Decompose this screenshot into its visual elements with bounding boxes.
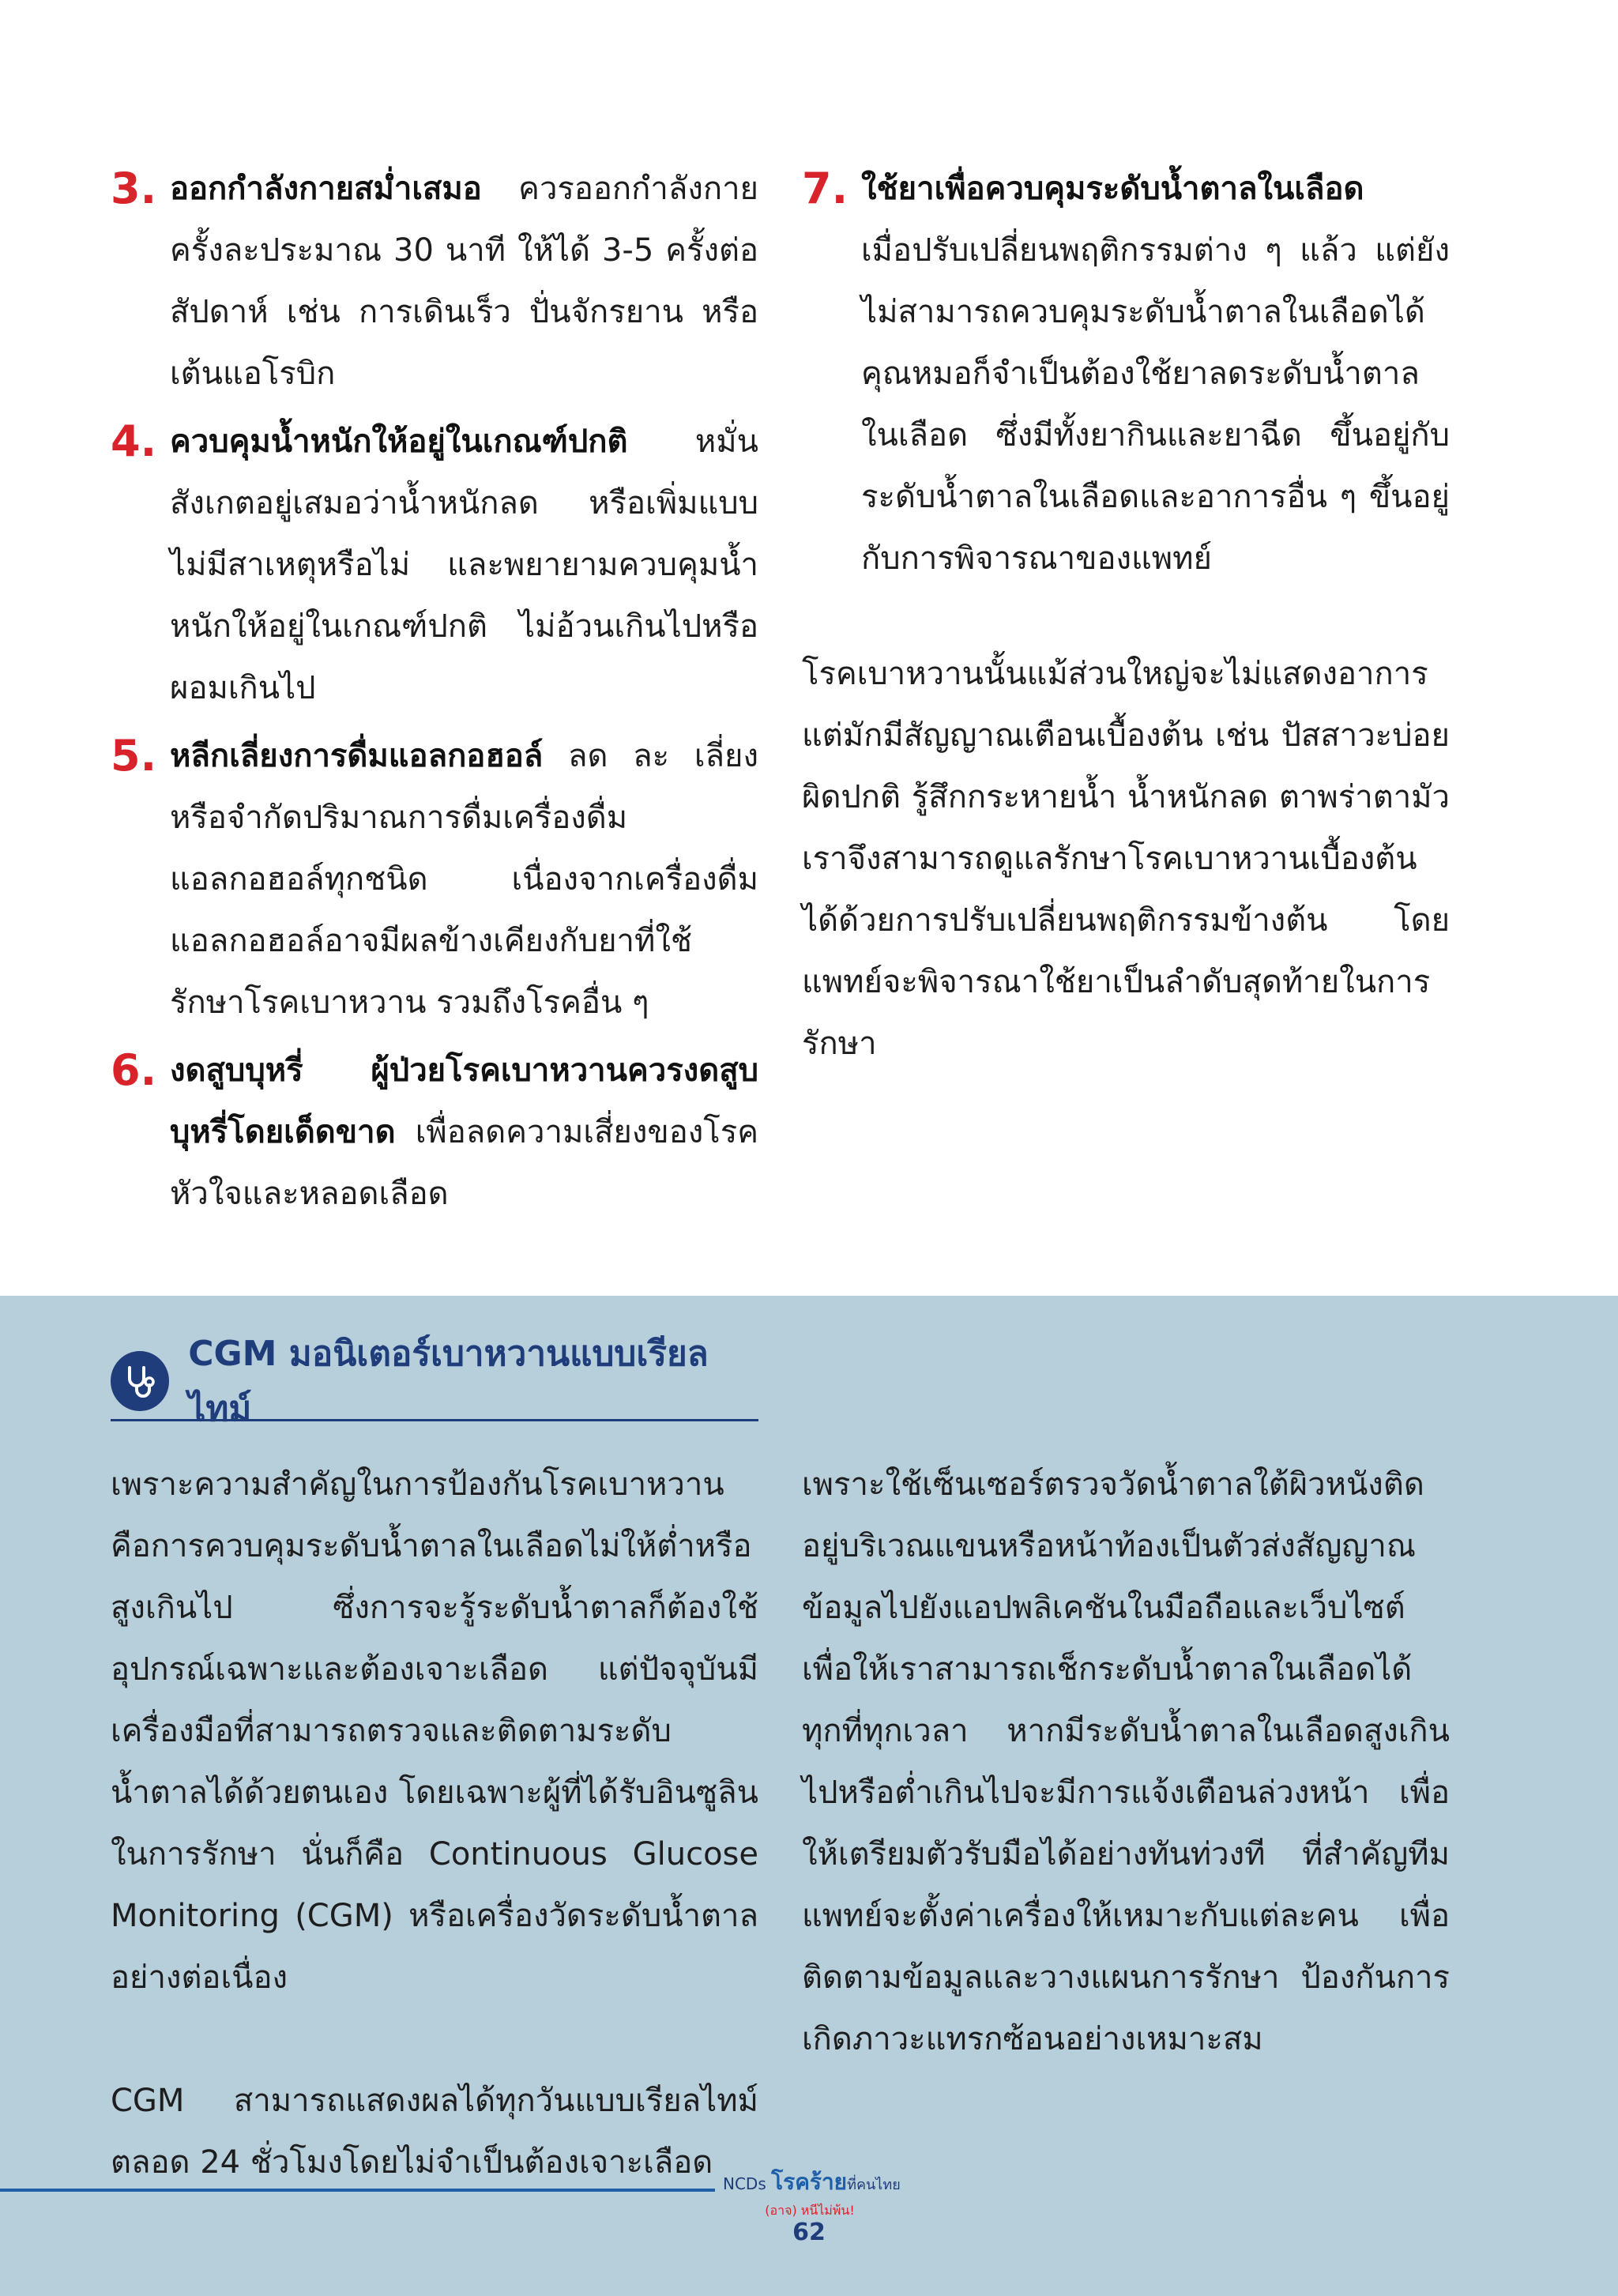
item-heading: ใช้ยาเพื่อควบคุมระดับน้ำตาลในเลือด <box>861 171 1364 207</box>
item-body: ลด ละ เลี่ยง หรือจำกัดปริมาณการดื่มเครื่องดื่มแอลกอฮอล์ทุกชนิด เนื่องจากเครื่องดื่มแอลกอฮอล์อาจมีผลข้างเคียงกับยาที่ใช้รักษาโรคเบาหวาน รวมถึงโรคอื่น ๆ <box>170 738 758 1021</box>
logo-suffix: ที่คนไทย <box>847 2177 901 2193</box>
cgm-left-column <box>111 1454 758 2193</box>
item-text <box>861 158 1450 589</box>
item-body: เพื่อลดความเสี่ยงของโรคหัวใจและหลอดเลือด <box>170 1114 758 1212</box>
item-number: 5. <box>111 731 157 781</box>
item-number: 6. <box>111 1045 157 1095</box>
page-number: 62 <box>792 2219 826 2246</box>
cgm-paragraph: CGM สามารถแสดงผลได้ทุกวันแบบเรียลไทม์ ตลอด 24 ชั่วโมงโดยไม่จำเป็นต้องเจาะเลือด <box>111 2083 758 2181</box>
list-item <box>111 1040 758 1225</box>
item-text <box>170 411 758 719</box>
item-heading: หลีกเลี่ยงการดื่มแอลกอฮอล์ <box>170 738 544 774</box>
stethoscope-icon <box>111 1351 169 1411</box>
item-number: 4. <box>111 416 157 466</box>
logo-main: โรคร้าย <box>771 2169 848 2195</box>
book-logo <box>723 2165 901 2221</box>
item-text <box>170 158 758 405</box>
cgm-title: CGM มอนิเตอร์เบาหวานแบบเรียลไทม์ <box>188 1334 709 1429</box>
cgm-section-header <box>111 1334 758 1429</box>
item-heading: ออกกำลังกายสม่ำเสมอ <box>170 171 482 207</box>
item-body: ควรออกกำลังกายครั้งละประมาณ 30 นาที ให้ได้ 3-5 ครั้งต่อสัปดาห์ เช่น การเดินเร็ว ปั่นจักรยาน หรือเต้นแอโรบิก <box>170 171 758 392</box>
item-text <box>170 1040 758 1225</box>
summary-paragraph: โรคเบาหวานนั้นแม้ส่วนใหญ่จะไม่แสดงอาการ แต่มักมีสัญญาณเตือนเบื้องต้น เช่น ปัสสาวะบ่อยผิดปกติ รู้สึกกระหายน้ำ น้ำหนักลด ตาพร่าตามัว เราจึงสามารถดูแลรักษาโรคเบาหวานเบื้องต้นได้ด้วยการปรับเปลี่ยนพฤติกรรมข้างต้น โดยแพทย์จะพิจารณาใช้ยาเป็นลำดับสุดท้ายในการรักษา <box>802 656 1450 1062</box>
left-column <box>111 158 758 1231</box>
item-body: เมื่อปรับเปลี่ยนพฤติกรรมต่าง ๆ แล้ว แต่ยังไม่สามารถควบคุมระดับน้ำตาลในเลือดได้ คุณหมอก็จำเป็นต้องใช้ยาลดระดับน้ำตาลในเลือด ซึ่งมีทั้งยากินและยาฉีด ขึ้นอยู่กับระดับน้ำตาลในเลือดและอาการอื่น ๆ ขึ้นอยู่กับการพิจารณาของแพทย์ <box>861 232 1450 577</box>
item-heading: งดสูบบุหรี่ ผู้ป่วยโรคเบาหวานควรงดสูบบุหรี่โดยเด็ดขาด <box>170 1052 758 1150</box>
right-column <box>802 158 1450 1075</box>
list-item <box>111 158 758 405</box>
item-heading: ควบคุมน้ำหนักให้อยู่ในเกณฑ์ปกติ <box>170 423 628 460</box>
logo-tagline: (อาจ) หนีไม่พ้น! <box>765 2203 855 2218</box>
item-body: หมั่นสังเกตอยู่เสมอว่าน้ำหนักลด หรือเพิ่มแบบไม่มีสาเหตุหรือไม่ และพยายามควบคุมน้ำหนักให้อยู่ในเกณฑ์ปกติ ไม่อ้วนเกินไปหรือผอมเกินไป <box>170 423 758 706</box>
footer-divider <box>0 2189 715 2192</box>
cgm-paragraph: เพราะใช้เซ็นเซอร์ตรวจวัดน้ำตาลใต้ผิวหนังติดอยู่บริเวณแขนหรือหน้าท้องเป็นตัวส่งสัญญาณข้อมูลไปยังแอปพลิเคชันในมือถือและเว็บไซต์ เพื่อให้เราสามารถเช็กระดับน้ำตาลในเลือดได้ทุกที่ทุกเวลา หากมีระดับน้ำตาลในเลือดสูงเกินไปหรือต่ำเกินไปจะมีการแจ้งเตือนล่วงหน้า เพื่อให้เตรียมตัวรับมือได้อย่างทันท่วงที ที่สำคัญทีมแพทย์จะตั้งค่าเครื่องให้เหมาะกับแต่ละคน เพื่อติดตามข้อมูลและวางแผนการรักษา ป้องกันการเกิดภาวะแทรกซ้อนอย่างเหมาะสม <box>802 1466 1450 2057</box>
list-item <box>802 158 1450 589</box>
logo-prefix: NCDs <box>723 2174 766 2193</box>
item-number: 3. <box>111 164 157 213</box>
cgm-right-column <box>802 1454 1450 2070</box>
cgm-paragraph: เพราะความสำคัญในการป้องกันโรคเบาหวานคือการควบคุมระดับน้ำตาลในเลือดไม่ให้ต่ำหรือสูงเกินไป ซึ่งการจะรู้ระดับน้ำตาลก็ต้องใช้อุปกรณ์เฉพาะและต้องเจาะเลือด แต่ปัจจุบันมีเครื่องมือที่สามารถตรวจและติดตามระดับน้ำตาลได้ด้วยตนเอง โดยเฉพาะผู้ที่ได้รับอินซูลินในการรักษา นั่นก็คือ Continuous Glucose Monitoring (CGM) หรือเครื่องวัดระดับน้ำตาลอย่างต่อเนื่อง <box>111 1466 758 1996</box>
item-number: 7. <box>802 164 849 213</box>
list-item <box>111 725 758 1033</box>
item-text <box>170 725 758 1033</box>
list-item <box>111 411 758 719</box>
